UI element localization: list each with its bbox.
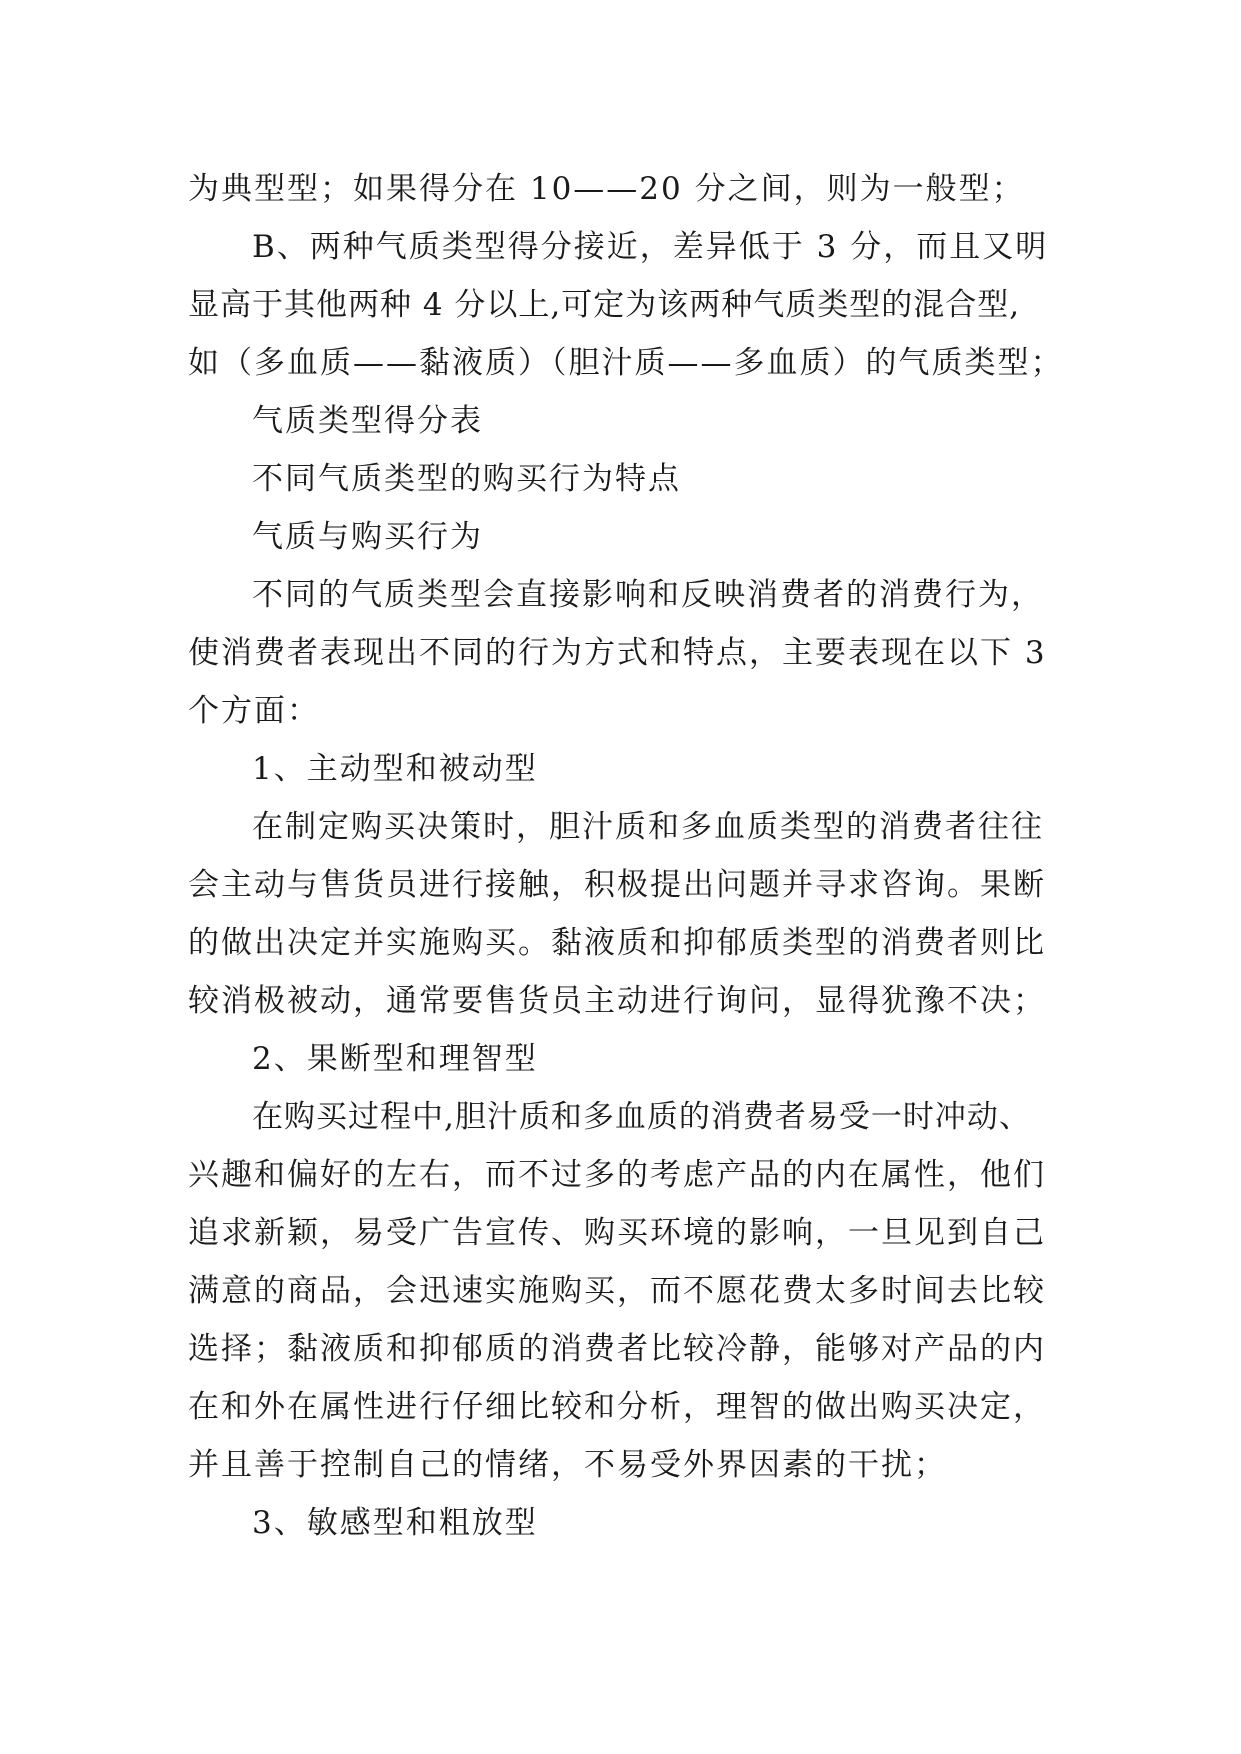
text-line: 选择；黏液质和抑郁质的消费者比较冷静，能够对产品的内 bbox=[188, 1331, 1046, 1367]
text-line: 使消费者表现出不同的行为方式和特点，主要表现在以下 3 bbox=[188, 635, 1047, 671]
text-line: 为典型型；如果得分在 10——20 分之间，则为一般型； bbox=[188, 171, 1025, 207]
text-line: 显高于其他两种 4 分以上,可定为该两种气质类型的混合型, bbox=[188, 287, 1021, 323]
body-text bbox=[188, 160, 1064, 1552]
section-heading: 1、主动型和被动型 bbox=[252, 751, 538, 787]
text-line: 并且善于控制自己的情绪，不易受外界因素的干扰； bbox=[188, 1447, 947, 1483]
section-heading: 2、果断型和理智型 bbox=[252, 1041, 538, 1077]
text-line: 在制定购买决策时，胆汁质和多血质类型的消费者往往 bbox=[252, 809, 1044, 845]
text-line: 不同气质类型的购买行为特点 bbox=[252, 461, 681, 497]
text-line: 在购买过程中,胆汁质和多血质的消费者易受一时冲动、 bbox=[252, 1099, 1031, 1135]
text-line: 兴趣和偏好的左右，而不过多的考虑产品的内在属性，他们 bbox=[188, 1157, 1046, 1193]
text-line: 气质类型得分表 bbox=[252, 403, 483, 439]
text-line: B、两种气质类型得分接近，差异低于 3 分，而且又明 bbox=[252, 229, 1049, 265]
text-line: 满意的商品，会迅速实施购买，而不愿花费太多时间去比较 bbox=[188, 1273, 1046, 1309]
text-line: 追求新颖，易受广告宣传、购买环境的影响，一旦见到自己 bbox=[188, 1215, 1046, 1251]
text-line: 不同的气质类型会直接影响和反映消费者的消费行为， bbox=[252, 577, 1044, 613]
text-line: 在和外在属性进行仔细比较和分析，理智的做出购买决定， bbox=[188, 1389, 1046, 1425]
section-heading: 3、敏感型和粗放型 bbox=[252, 1505, 538, 1541]
text-line: 较消极被动，通常要售货员主动进行询问，显得犹豫不决； bbox=[188, 983, 1046, 1019]
text-line: 个方面： bbox=[188, 693, 320, 729]
text-line: 会主动与售货员进行接触，积极提出问题并寻求咨询。果断 bbox=[188, 867, 1046, 903]
text-line: 气质与购买行为 bbox=[252, 519, 483, 555]
text-line: 如（多血质——黏液质）（胆汁质——多血质）的气质类型； bbox=[188, 345, 1064, 381]
text-line: 的做出决定并实施购买。黏液质和抑郁质类型的消费者则比 bbox=[188, 925, 1046, 961]
